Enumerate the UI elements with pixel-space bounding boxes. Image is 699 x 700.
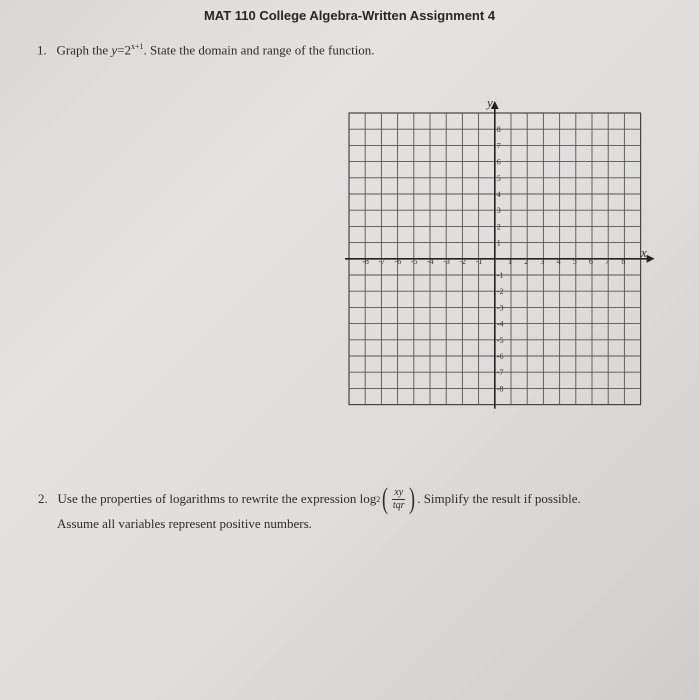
q2-fraction-denominator: tqr: [392, 499, 405, 511]
q2-fraction-numerator: xy: [394, 486, 404, 498]
x-tick-label: -4: [427, 256, 434, 266]
x-tick-label: 3: [540, 256, 545, 266]
y-tick-label: 2: [496, 222, 501, 232]
x-tick-label: -8: [362, 256, 369, 266]
page-title: MAT 110 College Algebra-Written Assignment 4: [203, 8, 496, 23]
q2-number: 2.: [38, 491, 48, 506]
y-tick-label: -4: [496, 319, 504, 329]
y-tick-label: -1: [496, 271, 504, 280]
q1-number: 1.: [37, 42, 47, 58]
y-tick-label: 3: [496, 206, 501, 216]
x-tick-label: 2: [524, 256, 529, 266]
q2-text-post: . Simplify the result if possible.: [417, 491, 581, 506]
y-tick-label: -3: [496, 303, 504, 313]
x-axis-label: x: [641, 245, 647, 260]
y-tick-label: 6: [496, 157, 501, 167]
x-tick-label: 8: [621, 256, 626, 266]
x-tick-label: 7: [605, 256, 610, 266]
y-tick-label: 1: [496, 238, 501, 248]
y-tick-label: 8: [496, 125, 501, 135]
y-tick-label: -5: [496, 335, 504, 345]
q1-base: 2: [124, 42, 131, 58]
x-tick-label: -5: [410, 256, 418, 266]
y-tick-label: -6: [496, 352, 504, 361]
x-tick-label: -6: [394, 256, 402, 266]
y-tick-label: 4: [496, 190, 501, 199]
x-tick-label: -7: [378, 256, 386, 266]
q2-fraction: [392, 487, 405, 512]
y-tick-label: 7: [496, 141, 501, 151]
q2-log: log: [359, 491, 377, 506]
question-2: 2. Use the properties of logarithms to rewrite the expression log 2 ( $\frac{xy}{\text{tqr}}$ ) . Simplify the result if possible.: [38, 482, 581, 515]
x-tick-label: 5: [572, 256, 577, 266]
y-tick-label: -2: [496, 287, 504, 297]
x-tick-label: 1: [508, 256, 512, 266]
q2-log-base: 2: [376, 494, 381, 504]
y-axis-label: y: [487, 95, 493, 110]
x-tick-label: -3: [443, 256, 450, 266]
q1-text-post: . State the domain and range of the function.: [143, 42, 375, 58]
x-tick-label: 4: [556, 256, 561, 266]
y-tick-label: -8: [496, 384, 504, 394]
y-tick-label: 5: [496, 173, 501, 183]
q1-y-variable: y: [111, 42, 118, 58]
x-tick-label: -2: [459, 256, 467, 266]
question-2-line-2: Assume all variables represent positive numbers.: [57, 516, 312, 531]
x-tick-label: -1: [475, 256, 483, 266]
y-tick-label: -7: [496, 368, 504, 378]
x-tick-label: 6: [589, 256, 593, 266]
q1-equals: =: [117, 42, 125, 58]
q2-text-pre: Use the properties of logarithms to rewrite the expression: [57, 491, 357, 506]
q1-text-pre: Graph the: [56, 42, 109, 58]
x-axis-arrow-icon: [647, 255, 655, 263]
q1-exponent: x+1: [131, 42, 144, 51]
